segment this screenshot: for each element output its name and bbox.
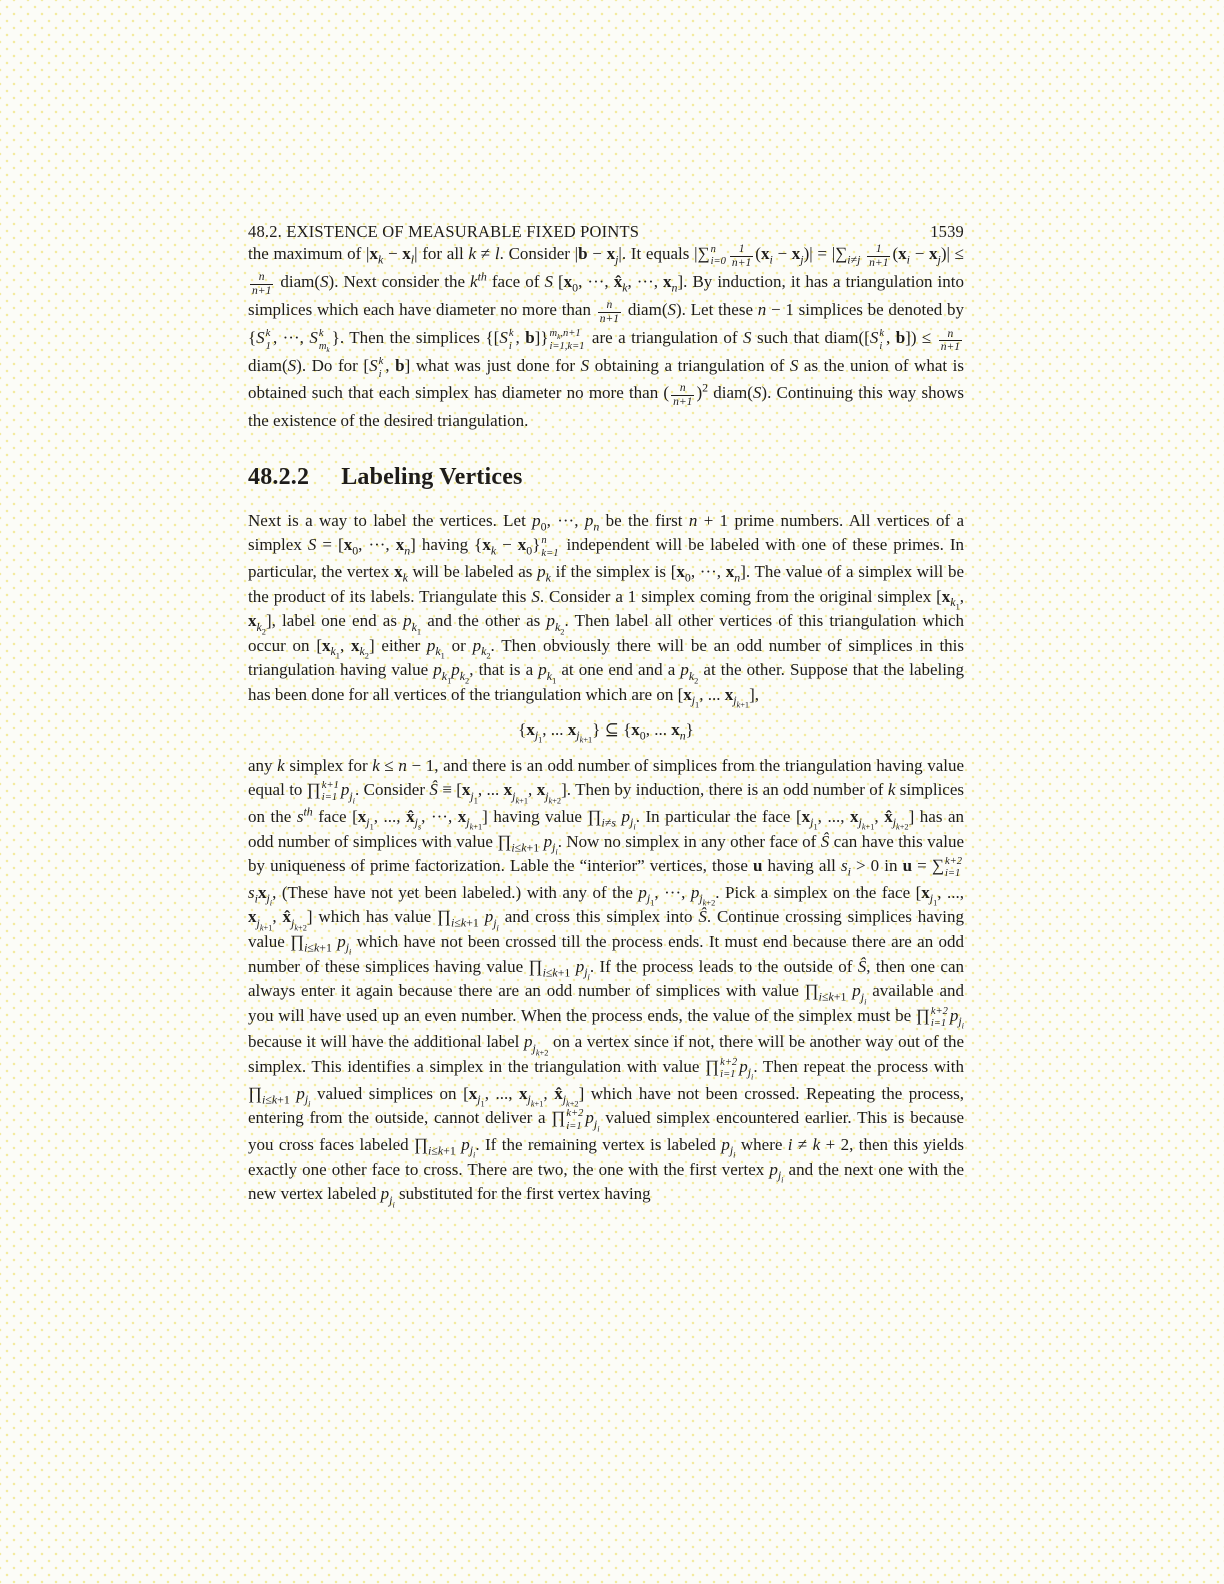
- paragraph-labeling-intro: Next is a way to label the vertices. Let $p_0$, ···, $p_n$ be the first n + 1 prime numbers. All vertices of a simplex $S = [x_0$, ···, $x_n$] having $\{x_k - x_0\}$ n k=1 independent will be labeled with one of these primes. In particular, the vertex $x_k$ will be labeled as $p_k$ if the simplex is [$x_0$, ···, $x_n$]. The value of a simplex will be the product of its labels. Triangulate this S. Consider a 1 simplex coming from the original simplex [$x_{k_1}$, $x_{k_2}$], label one end as $p_{k_1}$ and the other as $p_{k_2}$. Then label all other vertices of this triangulation which occur on [$x_{k_1}$, $x_{k_2}$] either $p_{k_1}$ or $p_{k_2}$. Then obviously there will be an odd number of simplices in this triangulation having value $p_{k_1}p_{k_2}$, that is a $p_{k_1}$ at one end and a $p_{k_2}$ at the other. Suppose that the labeling has been done for all vertices of the triangulation which are on [$x_{j_1}$, ... $x_{j_{k+1}}$],: [248, 510, 965, 710]
- subsection-title: Labeling Vertices: [341, 463, 523, 490]
- paragraph-triangulation: the maximum of $|x_k - x_l|$ for all k ≠ l. Consider $|b - x_j|$. It equals |∑ n i=0 $\frac{1}{n+1}$ $(x_i - x_j)| = |\sum_{i\ne j}$ $\frac{1}{n+1}$ $(x_i - x_j)|$ ≤ $\frac{n}{n+1}$ diam(S). Next consider the $k^{th}$ face of S [$x_0$, ···, $x̂_k$, ···, $x_n$]. By induction, it has a triangulation into simplices which each have diameter no more than $\frac{n}{n+1}$ diam(S). Let these n − 1 simplices be denoted by {S k 1 , ···, S k $m_k$ }. Then the simplices {[S k i , b]} $m_k,n+1$ i=1,k=1 are a triangulation of S such that diam([S k i , b]) ≤ $\frac{n}{n+1}$ diam(S). Do for [S k i , b] what was just done for S obtaining a triangulation of S as the union of what is obtained such that each simplex has diameter no more than ( $\frac{n}{n+1}$ )$^2$ diam(S). Continuing this way shows the existence of the desired triangulation.: [248, 242, 965, 431]
- display-equation: {$x_{j_1}$, ... $x_{j_{k+1}}$} ⊆ {$x_0$, ... $x_n$}: [518, 719, 694, 745]
- page-number: 1539: [930, 222, 964, 241]
- subsection-number: 48.2.2: [248, 463, 310, 490]
- page-content: [248, 222, 965, 1210]
- running-head: [248, 222, 964, 242]
- subsection-heading: [248, 464, 964, 491]
- running-head-section: 48.2. EXISTENCE OF MEASURABLE FIXED POINTS: [248, 222, 640, 241]
- paragraph-induction-argument: any k simplex for k ≤ n − 1, and there is an odd number of simplices from the triangulation having value equal to ∏ k+1 i=1 $p_{j_i}$. Consider Ŝ ≡ [$x_{j_1}$, ... $x_{j_{k+1}}$, $x_{j_{k+2}}$]. Then by induction, there is an odd number of k simplices on the $s^{th}$ face [$x_{j_1}$, ..., $x̂_{j_s}$, ···, $x_{j_{k+1}}$] having value $\prod_{i\ne s}$ $p_{j_i}$. In particular the face [$x_{j_1}$, ..., $x_{j_{k+1}}$, $x̂_{j_{k+2}}$] has an odd number of simplices with value $\prod_{i\le k+1}$ $p_{j_i}$. Now no simplex in any other face of Ŝ can have this value by uniqueness of prime factorization. Lable the “interior” vertices, those u having all $s_i > 0$ in u = ∑ k+2 i=1 $s_ix_{j_i}$, (These have not yet been labeled.) with any of the $p_{j_1}$, ···, $p_{j_{k+2}}$. Pick a simplex on the face [$x_{j_1}$, ..., $x_{j_{k+1}}$, $x̂_{j_{k+2}}$] which has value $\prod_{i\le k+1}$ $p_{j_i}$ and cross this simplex into Ŝ. Continue crossing simplices having value $\prod_{i\le k+1}$ $p_{j_i}$ which have not been crossed till the process ends. It must end because there are an odd number of these simplices having value $\prod_{i\le k+1}$ $p_{j_i}$. If the process leads to the outside of Ŝ, then one can always enter it again because there are an odd number of simplices with value $\prod_{i\le k+1}$ $p_{j_i}$ available and you will have used up an even number. When the process ends, the value of the simplex must be ∏ k+2 i=1 $p_{j_i}$ because it will have the additional label $p_{j_{k+2}}$ on a vertex since if not, there will be another way out of the simplex. This identifies a simplex in the triangulation with value ∏ k+2 i=1 $p_{j_i}$. Then repeat the process with $\prod_{i\le k+1}$ $p_{j_i}$ valued simplices on [$x_{j_1}$, ..., $x_{j_{k+1}}$, $x̂_{j_{k+2}}$] which have not been crossed. Repeating the process, entering from the outside, cannot deliver a ∏ k+2 i=1 $p_{j_i}$ valued simplex encountered earlier. This is because you cross faces labeled $\prod_{i\le k+1}$ $p_{j_i}$. If the remaining vertex is labeled $p_{j_i}$ where i ≠ k + 2, then this yields exactly one other face to cross. There are two, the one with the first vertex $p_{j_i}$ and the next one with the new vertex labeled $p_{j_i}$ substituted for the first vertex having: [248, 755, 965, 1210]
